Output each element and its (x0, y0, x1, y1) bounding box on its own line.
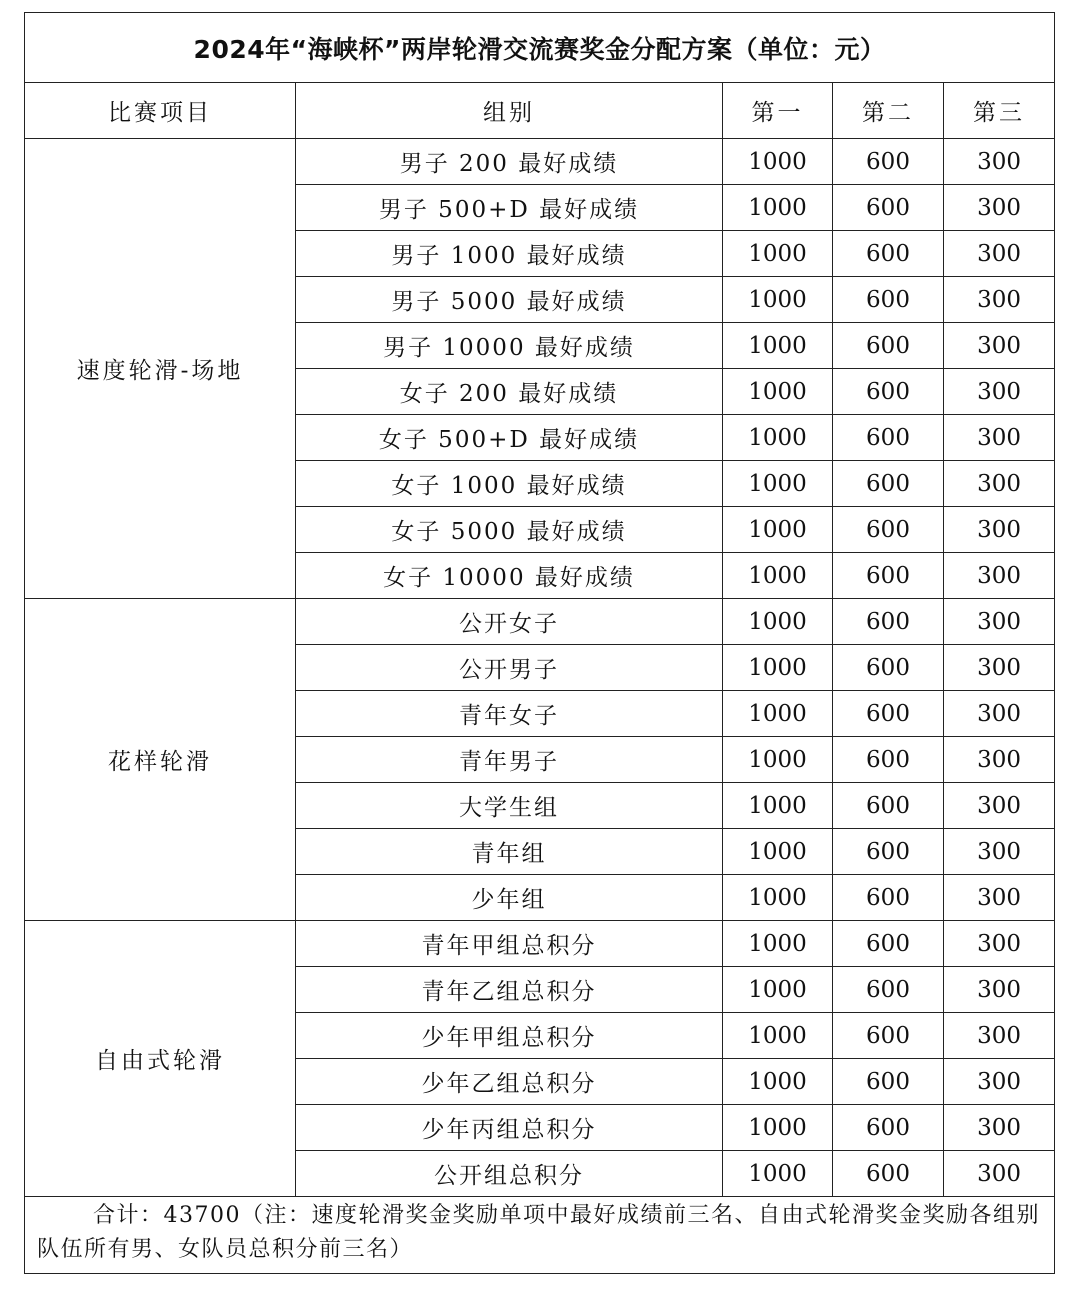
group-cell: 青年组 (296, 829, 723, 875)
group-cell: 女子 500+D 最好成绩 (296, 415, 723, 461)
table-body (25, 139, 1055, 1197)
third-prize-cell: 300 (944, 783, 1055, 829)
second-prize-cell: 600 (833, 507, 944, 553)
first-prize-cell: 1000 (723, 1151, 833, 1197)
first-prize-cell: 1000 (723, 415, 833, 461)
first-prize-cell: 1000 (723, 323, 833, 369)
second-prize-cell: 600 (833, 1151, 944, 1197)
first-prize-cell: 1000 (723, 691, 833, 737)
second-prize-cell: 600 (833, 139, 944, 185)
second-prize-cell: 600 (833, 875, 944, 921)
third-prize-cell: 300 (944, 185, 1055, 231)
first-prize-cell: 1000 (723, 139, 833, 185)
first-prize-cell: 1000 (723, 783, 833, 829)
footer-row (25, 1197, 1055, 1274)
second-prize-cell: 600 (833, 599, 944, 645)
title-row (25, 13, 1055, 83)
header-event: 比赛项目 (25, 83, 296, 139)
footer-note (25, 1197, 1055, 1274)
group-cell: 男子 10000 最好成绩 (296, 323, 723, 369)
third-prize-cell: 300 (944, 369, 1055, 415)
second-prize-cell: 600 (833, 967, 944, 1013)
third-prize-cell: 300 (944, 691, 1055, 737)
group-cell: 男子 200 最好成绩 (296, 139, 723, 185)
footer-text: 合计：43700（注：速度轮滑奖金奖励单项中最好成绩前三名、自由式轮滑奖金奖励各组别队伍所有男、女队员总积分前三名） (37, 1203, 1040, 1262)
third-prize-cell: 300 (944, 1013, 1055, 1059)
second-prize-cell: 600 (833, 553, 944, 599)
first-prize-cell: 1000 (723, 553, 833, 599)
third-prize-cell: 300 (944, 599, 1055, 645)
header-group: 组别 (296, 83, 723, 139)
first-prize-cell: 1000 (723, 645, 833, 691)
group-cell: 少年乙组总积分 (296, 1059, 723, 1105)
third-prize-cell: 300 (944, 139, 1055, 185)
first-prize-cell: 1000 (723, 185, 833, 231)
first-prize-cell: 1000 (723, 1013, 833, 1059)
first-prize-cell: 1000 (723, 967, 833, 1013)
table-row (25, 599, 1055, 645)
group-cell: 男子 5000 最好成绩 (296, 277, 723, 323)
third-prize-cell: 300 (944, 829, 1055, 875)
header-second: 第二 (833, 83, 944, 139)
third-prize-cell: 300 (944, 875, 1055, 921)
first-prize-cell: 1000 (723, 507, 833, 553)
second-prize-cell: 600 (833, 323, 944, 369)
group-cell: 男子 1000 最好成绩 (296, 231, 723, 277)
first-prize-cell: 1000 (723, 737, 833, 783)
group-cell: 女子 200 最好成绩 (296, 369, 723, 415)
first-prize-cell: 1000 (723, 1105, 833, 1151)
category-cell: 速度轮滑-场地 (25, 139, 296, 599)
second-prize-cell: 600 (833, 1059, 944, 1105)
second-prize-cell: 600 (833, 829, 944, 875)
third-prize-cell: 300 (944, 323, 1055, 369)
second-prize-cell: 600 (833, 369, 944, 415)
first-prize-cell: 1000 (723, 1059, 833, 1105)
first-prize-cell: 1000 (723, 921, 833, 967)
third-prize-cell: 300 (944, 415, 1055, 461)
group-cell: 女子 1000 最好成绩 (296, 461, 723, 507)
second-prize-cell: 600 (833, 921, 944, 967)
third-prize-cell: 300 (944, 461, 1055, 507)
group-cell: 青年女子 (296, 691, 723, 737)
second-prize-cell: 600 (833, 415, 944, 461)
first-prize-cell: 1000 (723, 369, 833, 415)
third-prize-cell: 300 (944, 277, 1055, 323)
second-prize-cell: 600 (833, 461, 944, 507)
header-row (25, 83, 1055, 139)
third-prize-cell: 300 (944, 967, 1055, 1013)
second-prize-cell: 600 (833, 1013, 944, 1059)
first-prize-cell: 1000 (723, 875, 833, 921)
group-cell: 公开组总积分 (296, 1151, 723, 1197)
third-prize-cell: 300 (944, 507, 1055, 553)
first-prize-cell: 1000 (723, 231, 833, 277)
header-first: 第一 (723, 83, 833, 139)
header-third: 第三 (944, 83, 1055, 139)
third-prize-cell: 300 (944, 553, 1055, 599)
third-prize-cell: 300 (944, 1059, 1055, 1105)
second-prize-cell: 600 (833, 645, 944, 691)
second-prize-cell: 600 (833, 737, 944, 783)
second-prize-cell: 600 (833, 783, 944, 829)
group-cell: 女子 10000 最好成绩 (296, 553, 723, 599)
group-cell: 公开男子 (296, 645, 723, 691)
first-prize-cell: 1000 (723, 599, 833, 645)
group-cell: 男子 500+D 最好成绩 (296, 185, 723, 231)
category-cell: 自由式轮滑 (25, 921, 296, 1197)
first-prize-cell: 1000 (723, 461, 833, 507)
second-prize-cell: 600 (833, 231, 944, 277)
group-cell: 青年男子 (296, 737, 723, 783)
second-prize-cell: 600 (833, 1105, 944, 1151)
group-cell: 公开女子 (296, 599, 723, 645)
group-cell: 青年乙组总积分 (296, 967, 723, 1013)
third-prize-cell: 300 (944, 231, 1055, 277)
table-row (25, 921, 1055, 967)
group-cell: 青年甲组总积分 (296, 921, 723, 967)
second-prize-cell: 600 (833, 691, 944, 737)
third-prize-cell: 300 (944, 1105, 1055, 1151)
third-prize-cell: 300 (944, 737, 1055, 783)
category-cell: 花样轮滑 (25, 599, 296, 921)
second-prize-cell: 600 (833, 185, 944, 231)
third-prize-cell: 300 (944, 1151, 1055, 1197)
third-prize-cell: 300 (944, 921, 1055, 967)
group-cell: 少年丙组总积分 (296, 1105, 723, 1151)
table-row (25, 139, 1055, 185)
group-cell: 女子 5000 最好成绩 (296, 507, 723, 553)
group-cell: 少年甲组总积分 (296, 1013, 723, 1059)
second-prize-cell: 600 (833, 277, 944, 323)
table-title: 2024年“海峡杯”两岸轮滑交流赛奖金分配方案（单位：元） (25, 13, 1055, 83)
first-prize-cell: 1000 (723, 829, 833, 875)
third-prize-cell: 300 (944, 645, 1055, 691)
group-cell: 大学生组 (296, 783, 723, 829)
group-cell: 少年组 (296, 875, 723, 921)
first-prize-cell: 1000 (723, 277, 833, 323)
prize-table (24, 12, 1055, 1274)
